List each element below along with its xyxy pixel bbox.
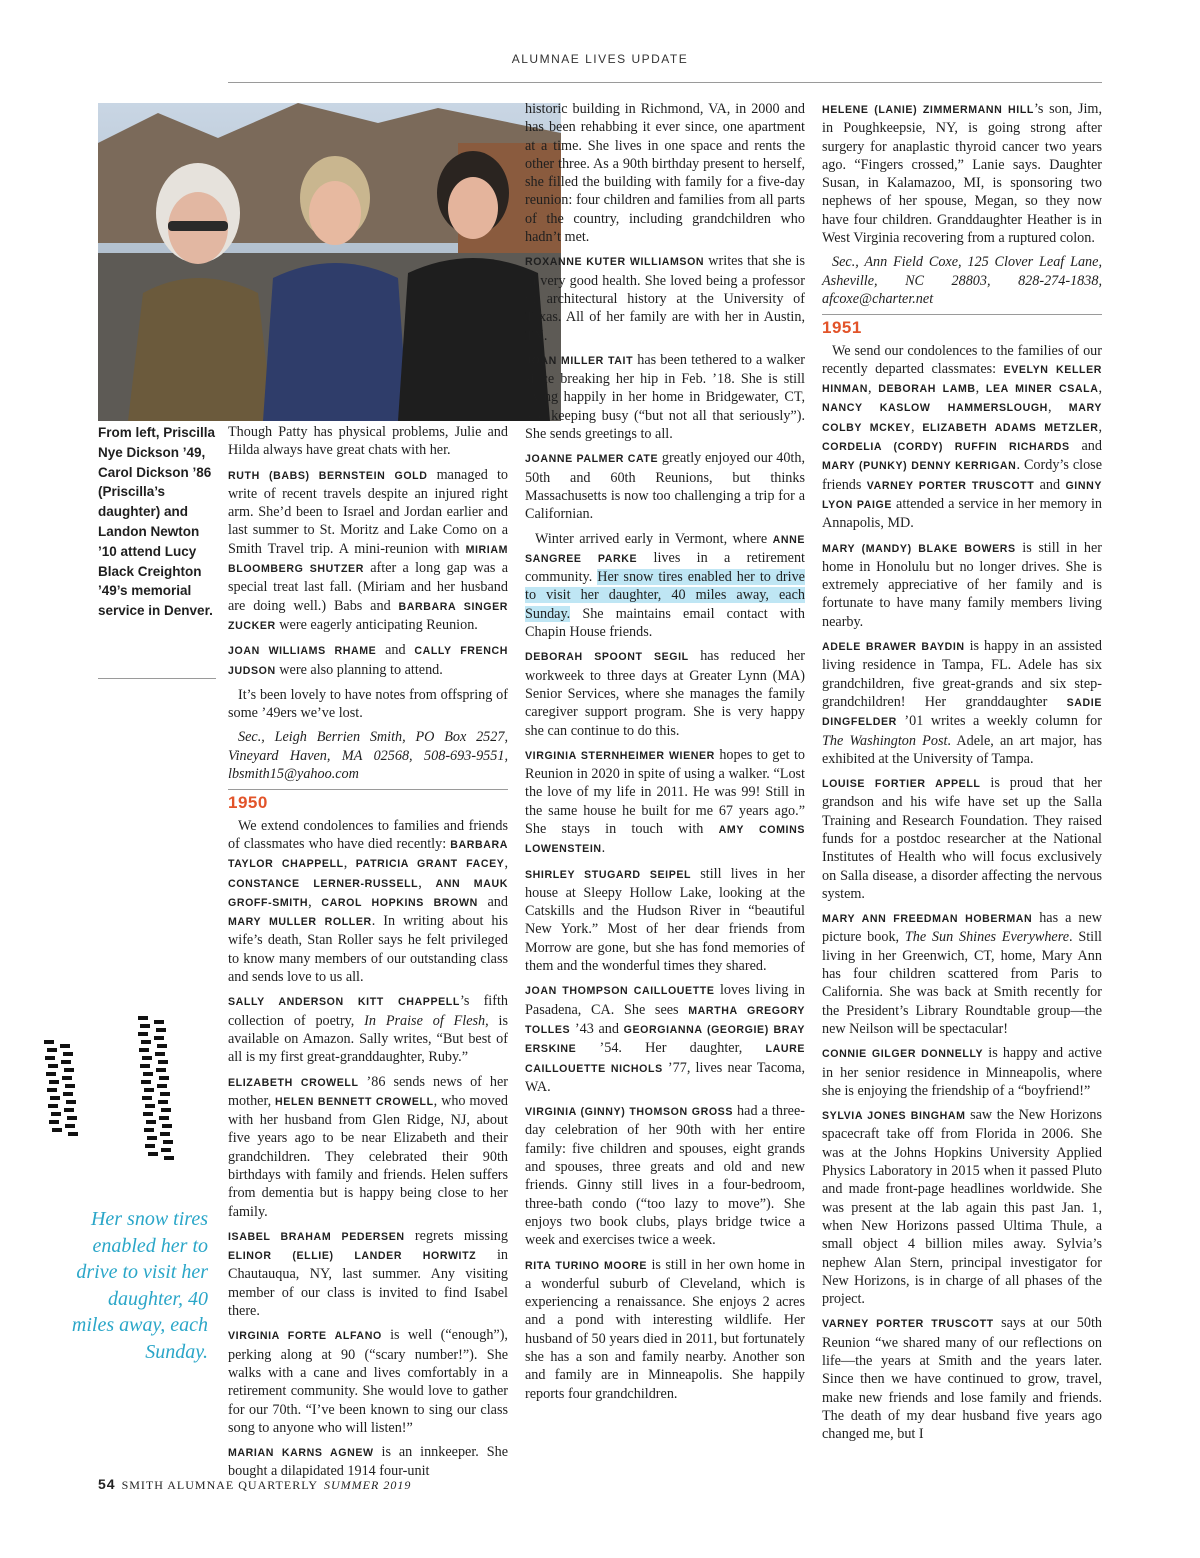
paragraph: VIRGINIA (GINNY) THOMSON GROSS had a three-day celebration of her 90th with her entire family: five children and spouses, eight grands and spouses, three greats and old and new friends. Ginny still lives in a four-bedroom, three-bath condo (“too lazy to move”). She enjoys two book clubs, plays bridge twice a week and exercises twice a week. [525,1103,805,1249]
classmate-name: CALLY FRENCH JUDSON [228,645,508,677]
highlighted-text[interactable]: Her snow tires enabled her to drive to visit her daughter, 40 miles away, each Sunday. [525,569,805,622]
classmate-name: MIRIAM BLOOMBERG SHUTZER [228,543,508,576]
classmate-name: LAURE CAILLOUETTE NICHOLS [525,1043,805,1075]
classmate-name: DEBORAH SPOONT SEGIL [525,651,689,664]
paragraph: It’s been lovely to have notes from offspring of some ’49ers we’ve lost. [228,686,508,722]
paragraph: VIRGINIA FORTE ALFANO is well (“enough”), perking along at 90 (“scary number!”). She walks with a cane and lives comfortably in a retirement community. She would love to gather for our 70th. “I’ve been known to sing our class song to anyone who will listen!” [228,1327,508,1436]
classmate-name: NANCY KASLOW HAMMERSLOUGH [822,402,1048,415]
photo-caption: From left, Priscilla Nye Dickson ’49, Carol Dickson ’86 (Priscilla’s daughter) and Landon Newton ’10 attend Lucy Black Creighton ’49’s memorial service in Denver. [98,425,216,619]
paragraph: ROXANNE KUTER WILLIAMSON writes that she is in very good health. She loved being a professor of architectural history at the University of Texas. All of her family are with her in Austin, TX. [525,253,805,344]
classmate-name: GINNY LYON PAIGE [822,479,1102,511]
column-4 [822,100,1102,1449]
paragraph: ISABEL BRAHAM PEDERSEN regrets missing ELINOR (ELLIE) LANDER HORWITZ in Chautauqua, NY, last summer. Any visiting member of our class is invited to find Isabel there. [228,1227,508,1320]
classmate-name: EVELYN KELLER HINMAN [822,363,1102,396]
classmate-name: CAROL HOPKINS BROWN [321,896,478,909]
paragraph: LOUISE FORTIER APPELL is proud that her grandson and his wife have set up the Salla Training and Research Foundation. They raised funds for a postdoc researcher at the National Institutes of Health who will focus exclusively on Salla disease, a disorder affecting the nervous system. [822,775,1102,902]
paragraph: We send our condolences to the families of our recently departed classmates: EVELYN KELLER HINMAN, DEBORAH LAMB, LEA MINER CSALA, NANCY KASLOW HAMMERSLOUGH, MARY COLBY MCKEY, ELIZABETH ADAMS METZLER, CORDELIA (CORDY) RUFFIN RICHARDS and MARY (PUNKY) DENNY KERRIGAN. Cordy’s close friends VARNEY PORTER TRUSCOTT and GINNY LYON PAIGE attended a service in her memory in Annapolis, MD. [822,342,1103,532]
paragraph: VIRGINIA STERNHEIMER WIENER hopes to get to Reunion in 2020 in spite of using a walker. “Lost the love of my life in 2011. He was 99! Still in the same house he built for me 67 years ago.” She stays in touch with AMY COMINS LOWENSTEIN. [525,746,806,857]
classmate-name: DEBORAH LAMB [878,383,976,396]
paragraph: VARNEY PORTER TRUSCOTT says at our 50th Reunion “we shared many of our reflections on life—the years at Smith and the years later. Since then we have continued to grow, travel, make new friends and lose family and friends. The death of my dear husband five years ago changed me, but I [822,1315,1102,1443]
paragraph: JOAN THOMPSON CAILLOUETTE loves living in Pasadena, CA. She sees MARTHA GREGORY TOLLES ’43 and GEORGIANNA (GEORGIE) BRAY ERSKINE ’54. Her daughter, LAURE CAILLOUETTE NICHOLS ’77, lives near Tacoma, WA. [525,982,805,1095]
classmate-name: MARTHA GREGORY TOLLES [525,1004,805,1036]
class-secretary: Sec., Leigh Berrien Smith, PO Box 2527, Vineyard Haven, MA 02568, 508-693-9551, lbsmith15@yahoo.com [228,729,508,783]
classmate-name: LOUISE FORTIER APPELL [822,778,981,791]
classmate-name: PATRICIA GRANT FACEY [355,858,505,871]
classmate-name: ELINOR (ELLIE) LANDER HORWITZ [228,1250,477,1263]
paragraph: DEBORAH SPOONT SEGIL has reduced her workweek to three days at Greater Lynn (MA) Senior Services, where she manages the family caregiver support program. She is very happy she can continue to do this. [525,648,805,739]
running-head: ALUMNAE LIVES UPDATE [511,52,689,66]
paragraph: historic building in Richmond, VA, in 2000 and has been rehabbing it ever since, one apartment at a time. She lives in one space and rents the other three. As a 90th birthday present to herself, she filled the building with family for a five-day reunion: four children and families from all parts of the country, including grandchildren who hadn’t met. [525,101,805,246]
page-footer [98,1476,411,1493]
paragraph: MARIAN KARNS AGNEW is an innkeeper. She bought a dilapidated 1914 four-unit [228,1444,508,1480]
pull-quote: Her snow tires enabled her to drive to visit her daughter, 40 miles away, each Sunday. [71,1208,208,1363]
classmate-name: CONSTANCE LERNER-RUSSELL [228,877,419,890]
paragraph: SALLY ANDERSON KITT CHAPPELL’s fifth collection of poetry, In Praise of Flesh, is available on Amazon. Sally writes, “But best of all is my first great-granddaughter, Ruby.” [228,993,508,1066]
book-title: The Sun Shines Everywhere [904,929,1070,946]
tire-track-icon [38,1030,98,1150]
group-photo [98,103,561,421]
classmate-name: JOAN THOMPSON CAILLOUETTE [525,985,715,998]
class-year-heading: 1951 [822,314,1102,337]
classmate-name: AMY COMINS LOWENSTEIN [525,823,806,856]
classmate-name: VARNEY PORTER TRUSCOTT [866,479,1035,492]
classmate-name: ISABEL BRAHAM PEDERSEN [228,1230,405,1243]
classmate-name: SHIRLEY STUGARD SEIPEL [525,868,692,881]
classmate-name: ANNE SANGREE PARKE [525,533,805,565]
classmate-name: MARY (PUNKY) DENNY KERRIGAN [822,460,1017,473]
classmate-name: ADELE BRAWER BAYDIN [822,641,965,654]
paragraph: RUTH (BABS) BERNSTEIN GOLD managed to write of recent travels despite an injured right arm. She’d been to Israel and Jordan earlier and last summer to St. Moritz and Lake Como on a Smith Travel trip. A mini-reunion with MIRIAM BLOOMBERG SHUTZER after a long gap was a special treat last fall. (Miriam and her husband are doing well.) Babs and BARBARA SINGER ZUCKER were eagerly anticipating Reunion. [228,466,509,633]
paragraph: MARY (MANDY) BLAKE BOWERS is still in her home in Honolulu but no longer drives. She is extremely appreciative of her family and is fortunate to have many family members living nearby. [822,539,1102,630]
classmate-name: GEORGIANNA (GEORGIE) BRAY ERSKINE [525,1023,805,1056]
column-3 [525,100,805,1409]
publication-title: The Washington Post [822,732,948,749]
classmate-name: SADIE DINGFELDER [822,696,1102,729]
classmate-name: RITA TURINO MOORE [525,1259,648,1272]
paragraph: We extend condolences to families and friends of classmates who have died recently: BARBARA TAYLOR CHAPPELL, PATRICIA GRANT FACEY, CONSTANCE LERNER-RUSSELL, ANN MAUK GROFF-SMITH, CAROL HOPKINS BROWN and MARY MULLER ROLLER. In writing about his wife’s death, Stan Roller says he felt privileged to know many members of our outstanding class and sends love to us all. [228,817,509,986]
classmate-name: CONNIE GILGER DONNELLY [822,1048,984,1061]
tire-track-icon [128,1010,188,1180]
classmate-name: JOANNE PALMER CATE [525,453,659,466]
classmate-name: HELEN BENNETT CROWELL [275,1095,434,1108]
paragraph: JOAN MILLER TAIT has been tethered to a walker since breaking her hip in Feb. ’18. She is still living happily in her home in Bridgewater, CT, and keeping busy (“but not all that seriously”). She sends greetings to all. [525,351,805,443]
classmate-name: ROXANNE KUTER WILLIAMSON [525,256,705,269]
paragraph: RITA TURINO MOORE is still in her own home in a wonderful suburb of Cleveland, which is experiencing a renaissance. She enjoys 2 acres and a pond with interesting wildlife. Her husband of 50 years died in 2011, but fortunately she has a son and family nearby. Another son and family are in Minneapolis. She happily reports four grandchildren. [525,1256,805,1402]
issue-label: SUMMER 2019 [324,1478,412,1492]
classmate-name: BARBARA TAYLOR CHAPPELL [228,838,508,871]
book-title: In Praise of Flesh [364,1012,486,1029]
classmate-name: BARBARA SINGER ZUCKER [228,600,508,632]
column-2 [228,423,508,1487]
paragraph: CONNIE GILGER DONNELLY is happy and active in her senior residence in Minneapolis, where she is enjoying the friendship of a “boyfriend!” [822,1045,1102,1099]
caption-rule [98,678,216,679]
classmate-name: RUTH (BABS) BERNSTEIN GOLD [228,469,428,482]
classmate-name: VIRGINIA STERNHEIMER WIENER [525,749,715,762]
classmate-name: CORDELIA (CORDY) RUFFIN RICHARDS [822,441,1070,454]
classmate-name: MARY COLBY MCKEY [822,402,1102,434]
paragraph: SYLVIA JONES BINGHAM saw the New Horizons spacecraft take off from Florida in 2006. She was at the Johns Hopkins University Applied Physics Laboratory in 2015 when it passed Pluto and made front-page headlines worldwide. She was present at the lab again this past Jan. 1, when New Horizons passed Ultima Thule, a small object 4 billion miles away. Sylvia’s nephew Alan Stern, principal investigator for New Horizons, is in charge of all phases of the project. [822,1107,1102,1308]
paragraph: SHIRLEY STUGARD SEIPEL still lives in her house at Sleepy Hollow Lake, looking at the Catskills and the Hudson River in “beautiful New York.” Most of her dear friends from Morrow are gone, but she has fond memories of them and the wonderful times they shared. [525,865,805,975]
paragraph: JOAN WILLIAMS RHAME and CALLY FRENCH JUDSON were also planning to attend. [228,642,508,678]
classmate-name: LEA MINER CSALA [985,383,1099,396]
publication-name: SMITH ALUMNAE QUARTERLY [121,1478,318,1492]
classmate-name: SALLY ANDERSON KITT CHAPPELL [228,996,460,1009]
classmate-name: MARIAN KARNS AGNEW [228,1447,374,1460]
paragraph: ADELE BRAWER BAYDIN is happy in an assisted living residence in Tampa, FL. Adele has six grandchildren, five great-grands and six step-grandchildren! Her granddaughter SADIE DINGFELDER ’01 writes a weekly column for The Washington Post. Adele, an art major, has exhibited at the University of Tampa. [822,638,1102,767]
header-rule [228,82,1102,83]
paragraph: HELENE (LANIE) ZIMMERMANN HILL’s son, Jim, in Poughkeepsie, NY, is going strong after surgery for anaplastic thyroid cancer two years ago. “Fingers crossed,” Lanie says. Daughter Susan, in Kalamazoo, MI, is sponsoring two nephews of her spouse, Megan, so they now have four children. Granddaughter Heather is in West Virginia recovering from a ruptured colon. [822,101,1103,247]
classmate-name: ANN MAUK GROFF-SMITH [228,877,508,909]
paragraph: MARY ANN FREEDMAN HOBERMAN has a new picture book, The Sun Shines Everywhere. Still living in her Greenwich, CT, home, Mary Ann has four children scattered from Paris to California. She was back at Smith recently for the President’s Library Roundtable group—the new Neilson will be spectacular! [822,910,1102,1037]
paragraph: Winter arrived early in Vermont, where ANNE SANGREE PARKE lives in a retirement community. Her snow tires enabled her to drive to visit her daughter, 40 miles away, each Sunday. She maintains email contact with Chapin House friends. [525,530,805,641]
classmate-name: SYLVIA JONES BINGHAM [822,1110,966,1123]
classmate-name: HELENE (LANIE) ZIMMERMANN HILL [822,104,1034,116]
classmate-name: ELIZABETH ADAMS METZLER [922,421,1099,434]
page-number: 54 [98,1476,116,1492]
classmate-name: JOAN WILLIAMS RHAME [228,645,377,658]
paragraph: ELIZABETH CROWELL ’86 sends news of her mother, HELEN BENNETT CROWELL, who moved with her husband from Glen Ridge, NJ, about five years ago to be near Elizabeth and their grandchildren. They celebrated their 90th birthdays with family and friends. Helen suffers from dementia but is happy being close to her family. [228,1073,509,1220]
paragraph: JOANNE PALMER CATE greatly enjoyed our 40th, 50th and 60th Reunions, but thinks Massachusetts is now too challenging a trip for a Californian. [525,450,805,523]
classmate-name: JOAN MILLER TAIT [525,354,634,367]
classmate-name: MARY ANN FREEDMAN HOBERMAN [822,913,1033,926]
paragraph: Though Patty has physical problems, Julie and Hilda always have great chats with her. [228,424,508,459]
class-secretary: Sec., Ann Field Coxe, 125 Clover Leaf Lane, Asheville, NC 28803, 828-274-1838, afcoxe@charter.net [822,254,1102,307]
classmate-name: VARNEY PORTER TRUSCOTT [822,1318,994,1331]
classmate-name: MARY MULLER ROLLER [228,916,372,929]
class-year-heading: 1950 [228,789,508,812]
classmate-name: VIRGINIA FORTE ALFANO [228,1330,382,1343]
classmate-name: ELIZABETH CROWELL [228,1076,359,1089]
classmate-name: VIRGINIA (GINNY) THOMSON GROSS [525,1106,734,1119]
classmate-name: MARY (MANDY) BLAKE BOWERS [822,542,1016,555]
